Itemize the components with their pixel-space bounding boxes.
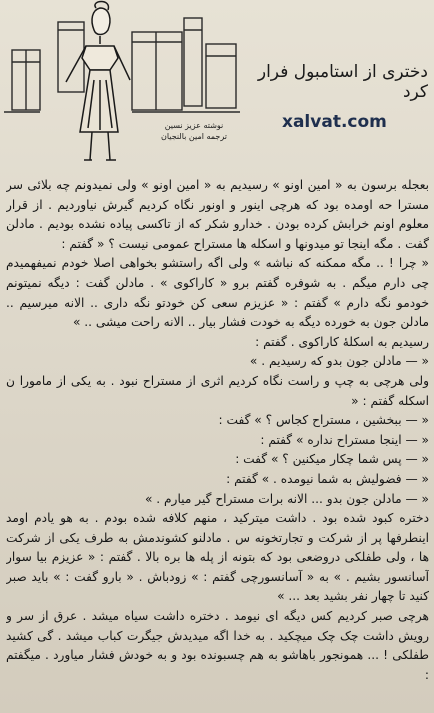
article-title: دختری از استامبول فرار کرد (257, 62, 428, 102)
article-body (6, 176, 429, 711)
fashion-woman-illustration (0, 0, 245, 170)
paragraph: رسیدیم به اسکلهٔ کاراکوی . گفتم : (255, 334, 429, 349)
paragraph: « — مادلن جون بدو ... الانه برات مستراح گیر میارم . » (144, 491, 429, 506)
paragraph: بعجله برسون به « امین اونو » رسیدیم به « امین اونو » ولی نمیدونم چه بلائی سر مسترا حه اومده بود که هرچی اینور و اونور نگاه کردیم گیرش نیاوردیم . از قرار معلوم اونم خرابش کرده بودن . خدارو شکر که از تاکسی پیاده نشده بودیم . مادلن گفت . مگه اینجا تو میدونها و اسکله ها مستراح عمومی نیست ؟ « گفتم : (6, 178, 429, 251)
watermark-text: xalvat.com (282, 112, 387, 132)
paragraph: هرچی صبر کردیم کس دیگه ای نیومد . دختره داشت سیاه میشد . عرق از سر و رویش داشت چک چک میچکید . به خدا اگه میدیدش جیگرت کباب میشد . گی کشید طفلکی ! ... همونجور باهاشو به هم چسبونده بود و به خودش فشار میاورد . میگفتم : (6, 609, 429, 682)
paragraph: « — مادلن جون بدو که رسیدیم . » (249, 354, 429, 369)
byline-translator: ترجمه امین بالنجیان (160, 132, 227, 141)
paragraph: ولی هرچی به چپ و راست نگاه کردیم اثری از مستراح نبود . به یکی از مامورا ن اسکله گفتم : « (6, 373, 429, 408)
paragraph: « — اینجا مستراح نداره » گفتم : (260, 432, 429, 447)
paragraph: « — فضولیش به شما نیومده . » گفتم : (226, 471, 429, 486)
byline (146, 120, 242, 142)
paragraph: « چرا ! .. مگه ممکنه که نباشه » ولی اگه راستشو بخواهی اصلا خودم نمیفهمیدم چی دارم میگم . به شوفره گفتم برو « کاراکوی » . مادلن گفت : دیگه نمیتونم خودمو نگه دارم » گفتم : « عزیزم سعی کن خودتو نگه داری .. الانه میرسیم .. مادلن جون به خورده دیگه به خودت فشار بیار .. الانه راحت میشی .. » (6, 256, 429, 330)
paragraph: « — پس شما چکار میکنین ؟ » گفت : (235, 452, 429, 467)
paragraph: « — ببخشین ، مستراح کجاس ؟ » گفت : (218, 413, 429, 428)
paragraph: دختره کبود شده بود . داشت میترکید ، منهم کلافه شده بودم . به هو یادم اومد اینطرفها پر از شرکت و تجارتخونه س . مادلنو کشوندمش به طرف یکی از شرکت ها ، ولی طفلکی دروضعی بود که بتونه از پله ها بره بالا . گفتم : « عزیزم بیا سوار آسانسور بشیم . » به « آسانسورچی گفتم : » زودباش . « بارو گفت : » باید صبر کنید تا چهار نفر بشید بعد ... » (6, 511, 429, 604)
byline-author: نوشته عزیز نسین (164, 121, 224, 130)
